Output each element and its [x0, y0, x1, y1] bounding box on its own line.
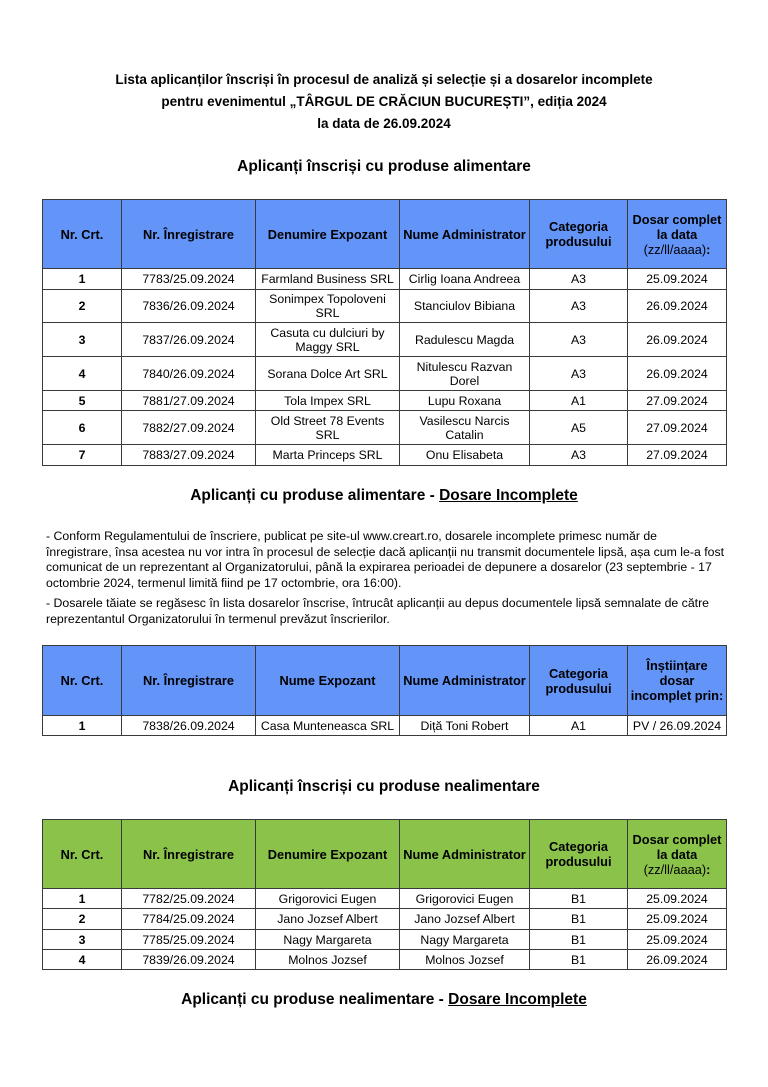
cell-nr: 4	[43, 950, 122, 970]
cell-inreg: 7836/26.09.2024	[122, 290, 256, 323]
table-row	[43, 323, 727, 357]
cell-nr: 1	[43, 269, 122, 290]
cell-cat: B1	[530, 889, 628, 909]
table-header-row	[43, 646, 727, 716]
food-incomplete-table	[42, 645, 727, 736]
cell-admin: Vasilescu Narcis Catalin	[400, 411, 530, 445]
cell-admin: Lupu Roxana	[400, 391, 530, 411]
header-nume-administrator: Nume Administrator	[400, 200, 530, 269]
cell-cat: B1	[530, 950, 628, 970]
header-denumire-expozant: Denumire Expozant	[256, 200, 400, 269]
header-dosar-complet: Dosar complet la data (zz/ll/aaaa):	[628, 200, 727, 269]
cell-nr: 1	[43, 716, 122, 736]
cell-cat: A3	[530, 323, 628, 357]
cell-cat: A1	[530, 391, 628, 411]
header-categoria: Categoria produsului	[530, 820, 628, 889]
cell-expozant: Casuta cu dulciuri by Maggy SRL	[256, 323, 400, 357]
cell-inreg: 7881/27.09.2024	[122, 391, 256, 411]
header-nume-administrator: Nume Administrator	[400, 820, 530, 889]
cell-data: 26.09.2024	[628, 290, 727, 323]
cell-expozant: Sonimpex Topoloveni SRL	[256, 290, 400, 323]
cell-data: 25.09.2024	[628, 269, 727, 290]
header-nr-inregistrare: Nr. Înregistrare	[122, 200, 256, 269]
title-line-2: pentru evenimentul „TÂRGUL DE CRĂCIUN BUCUREȘTI”, ediția 2024	[161, 94, 607, 109]
cell-admin: Diță Toni Robert	[400, 716, 530, 736]
cell-data: 26.09.2024	[628, 357, 727, 391]
table-row	[43, 391, 727, 411]
cell-cat: A3	[530, 290, 628, 323]
cell-admin: Nitulescu Razvan Dorel	[400, 357, 530, 391]
cell-inreg: 7784/25.09.2024	[122, 909, 256, 930]
cell-expozant: Casa Munteneasca SRL	[256, 716, 400, 736]
cell-admin: Stanciulov Bibiana	[400, 290, 530, 323]
cell-admin: Molnos Jozsef	[400, 950, 530, 970]
cell-data: 26.09.2024	[628, 950, 727, 970]
header-nr-crt: Nr. Crt.	[43, 820, 122, 889]
cell-data: 25.09.2024	[628, 909, 727, 930]
cell-admin: Radulescu Magda	[400, 323, 530, 357]
cell-inreg: 7838/26.09.2024	[122, 716, 256, 736]
cell-nr: 3	[43, 323, 122, 357]
cell-admin: Cirlig Ioana Andreea	[400, 269, 530, 290]
cell-nr: 2	[43, 909, 122, 930]
cell-cat: A1	[530, 716, 628, 736]
cell-expozant: Sorana Dolce Art SRL	[256, 357, 400, 391]
cell-inreg: 7839/26.09.2024	[122, 950, 256, 970]
header-nr-inregistrare: Nr. Înregistrare	[122, 646, 256, 716]
header-instiintare: Înștiințare dosar incomplet prin:	[628, 646, 727, 716]
cell-admin: Grigorovici Eugen	[400, 889, 530, 909]
cell-data: 27.09.2024	[628, 391, 727, 411]
cell-cat: A3	[530, 269, 628, 290]
header-denumire-expozant: Denumire Expozant	[256, 820, 400, 889]
header-dosar-complet: Dosar complet la data (zz/ll/aaaa):	[628, 820, 727, 889]
cell-inreg: 7783/25.09.2024	[122, 269, 256, 290]
cell-inreg: 7882/27.09.2024	[122, 411, 256, 445]
cell-inreg: 7883/27.09.2024	[122, 445, 256, 466]
cell-nr: 2	[43, 290, 122, 323]
food-section-title: Aplicanți înscriși cu produse alimentare	[237, 158, 531, 175]
cell-data: 25.09.2024	[628, 889, 727, 909]
cell-expozant: Jano Jozsef Albert	[256, 909, 400, 930]
cell-expozant: Old Street 78 Events SRL	[256, 411, 400, 445]
cell-nr: 1	[43, 889, 122, 909]
cell-expozant: Nagy Margareta	[256, 930, 400, 950]
document-title	[0, 69, 768, 135]
table-row	[43, 950, 727, 970]
table-header-row	[43, 200, 727, 269]
cell-nr: 4	[43, 357, 122, 391]
table-row	[43, 411, 727, 445]
header-categoria: Categoria produsului	[530, 646, 628, 716]
cell-data: 27.09.2024	[628, 411, 727, 445]
cell-data: 27.09.2024	[628, 445, 727, 466]
food-applicants-table	[42, 199, 727, 466]
cell-nr: 5	[43, 391, 122, 411]
table-row	[43, 445, 727, 466]
title-line-3: la data de 26.09.2024	[317, 116, 451, 131]
header-nr-crt: Nr. Crt.	[43, 200, 122, 269]
cell-inreg: 7840/26.09.2024	[122, 357, 256, 391]
cell-data: 26.09.2024	[628, 323, 727, 357]
cell-admin: Onu Elisabeta	[400, 445, 530, 466]
food-incomplete-title: Aplicanți cu produse alimentare - Dosare Incomplete	[190, 487, 578, 504]
cell-inreg: 7837/26.09.2024	[122, 323, 256, 357]
cell-nr: 6	[43, 411, 122, 445]
title-line-1: Lista aplicanților înscriși în procesul de analiză și selecție și a dosarelor incomplete	[115, 72, 653, 87]
cell-inreg: 7785/25.09.2024	[122, 930, 256, 950]
table-row	[43, 889, 727, 909]
cell-expozant: Grigorovici Eugen	[256, 889, 400, 909]
incomplete-notes	[46, 529, 726, 632]
cell-expozant: Marta Princeps SRL	[256, 445, 400, 466]
cell-cat: A3	[530, 357, 628, 391]
cell-admin: Nagy Margareta	[400, 930, 530, 950]
cell-nr: 3	[43, 930, 122, 950]
cell-inreg: 7782/25.09.2024	[122, 889, 256, 909]
note-paragraph-1: - Conform Regulamentului de înscriere, publicat pe site-ul www.creart.ro, dosarele incomplete primesc număr de înregistrare, însa acestea nu vor intra în procesul de selecție dacă aplicanții nu transmit documentele lipsă, așa cum le-a fost comunicat de un reprezentant al Organizatorului, până la expirarea perioadei de depunere a dosarelor (23 septembrie - 17 octombrie 2024, termenul limită fiind pe 17 octombrie, ora 16:00).	[46, 529, 725, 590]
nonfood-section-title: Aplicanți înscriși cu produse nealimentare	[228, 778, 540, 795]
cell-cat: A5	[530, 411, 628, 445]
table-header-row	[43, 820, 727, 889]
cell-expozant: Molnos Jozsef	[256, 950, 400, 970]
cell-expozant: Tola Impex SRL	[256, 391, 400, 411]
nonfood-applicants-table	[42, 819, 727, 970]
table-row	[43, 716, 727, 736]
cell-cat: A3	[530, 445, 628, 466]
header-nr-inregistrare: Nr. Înregistrare	[122, 820, 256, 889]
table-row	[43, 909, 727, 930]
header-categoria: Categoria produsului	[530, 200, 628, 269]
header-nume-administrator: Nume Administrator	[400, 646, 530, 716]
table-row	[43, 290, 727, 323]
table-row	[43, 357, 727, 391]
nonfood-incomplete-title: Aplicanți cu produse nealimentare - Dosare Incomplete	[181, 991, 587, 1008]
note-paragraph-2: - Dosarele tăiate se regăsesc în lista dosarelor înscrise, întrucât aplicanții au depus documentele lipsă semnalate de către reprezentantul Organizatorului în termenul prevăzut înscrierilor.	[46, 596, 710, 626]
cell-data: 25.09.2024	[628, 930, 727, 950]
header-nr-crt: Nr. Crt.	[43, 646, 122, 716]
cell-instiintare: PV / 26.09.2024	[628, 716, 727, 736]
table-row	[43, 930, 727, 950]
cell-expozant: Farmland Business SRL	[256, 269, 400, 290]
header-nume-expozant: Nume Expozant	[256, 646, 400, 716]
cell-cat: B1	[530, 930, 628, 950]
cell-nr: 7	[43, 445, 122, 466]
cell-cat: B1	[530, 909, 628, 930]
cell-admin: Jano Jozsef Albert	[400, 909, 530, 930]
table-row	[43, 269, 727, 290]
